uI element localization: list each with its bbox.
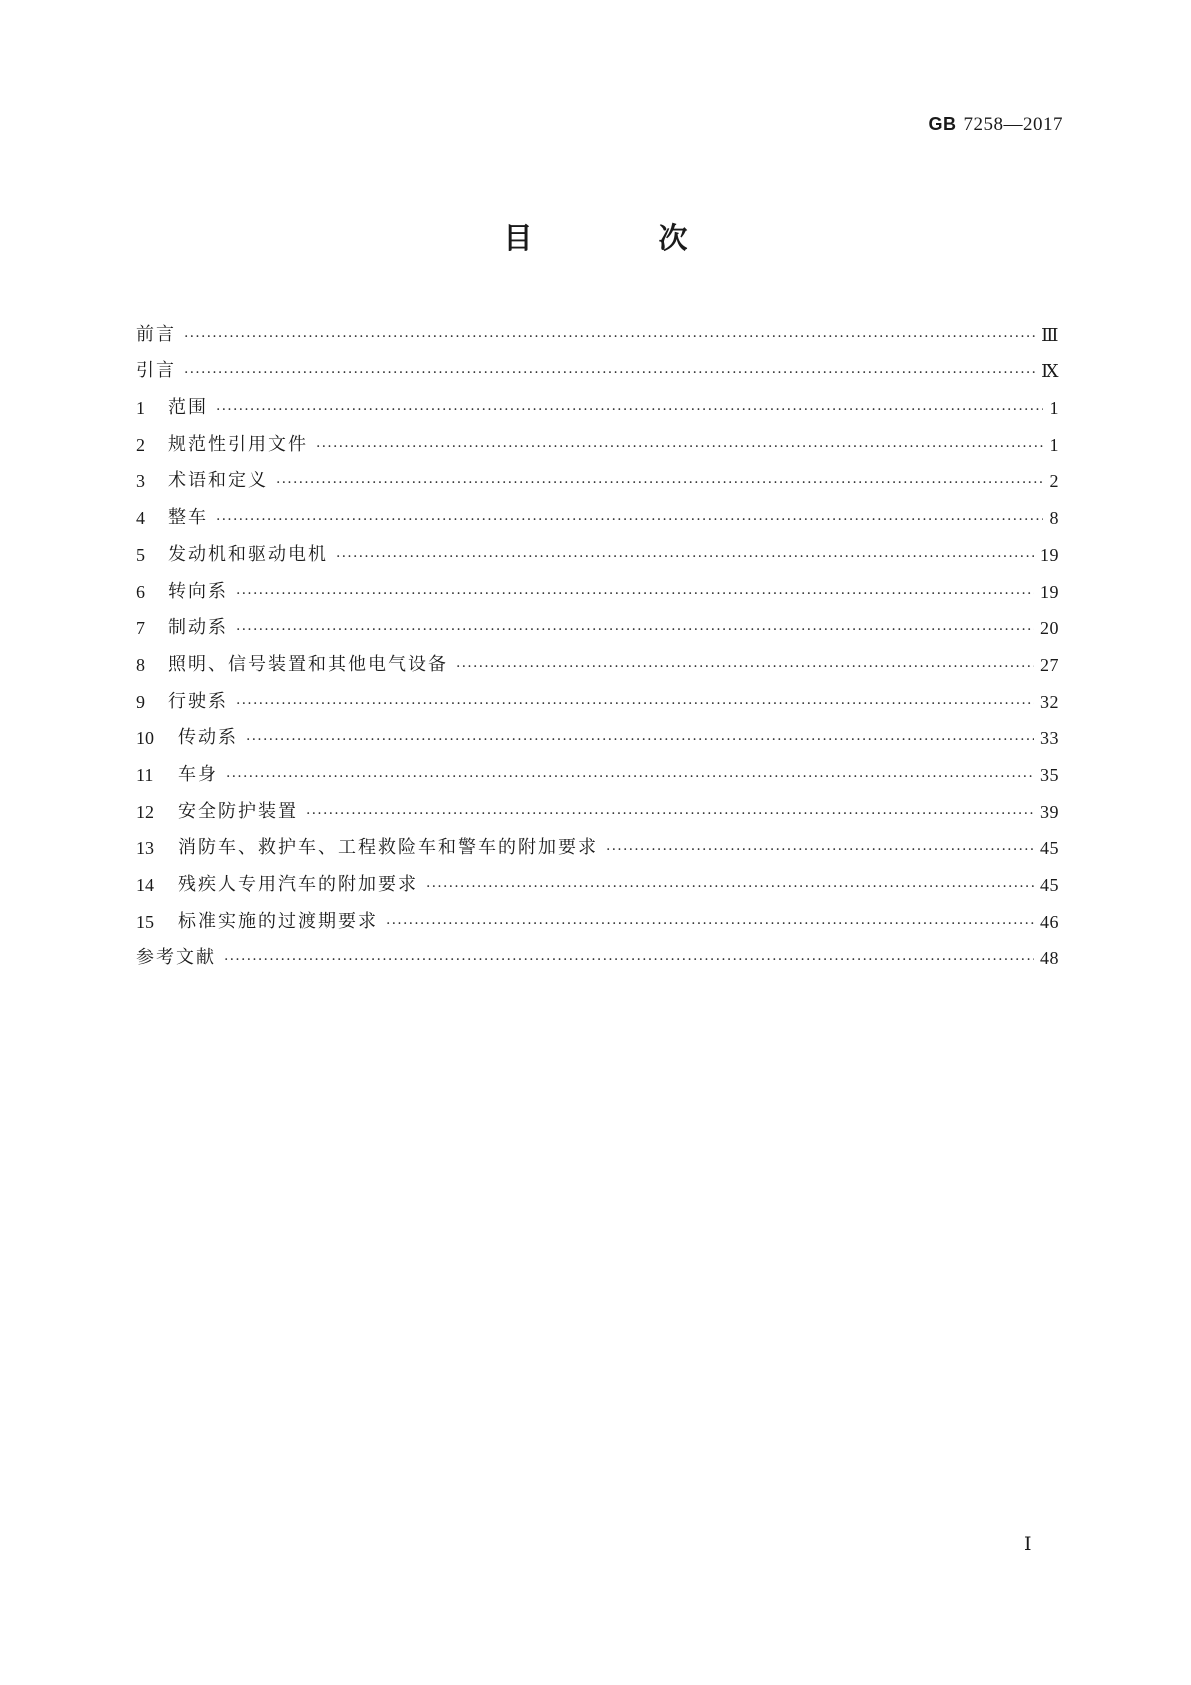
- toc-entry-page: 45: [1040, 838, 1059, 859]
- toc-entry-page: 45: [1040, 875, 1059, 895]
- dot-leader: [236, 693, 1034, 715]
- toc-entry-14[interactable]: [136, 861, 1059, 898]
- toc-entry-page: 27: [1040, 654, 1059, 675]
- toc-entry-number: 15: [136, 911, 154, 932]
- toc-entry-number: 4: [136, 508, 145, 529]
- toc-entry-label: 转向系: [168, 580, 228, 602]
- toc-entry-label: 整车: [168, 507, 208, 529]
- table-of-contents: [136, 311, 1059, 971]
- toc-entry-number: 14: [136, 875, 154, 895]
- toc-entry-label: 参考文献: [136, 947, 216, 969]
- toc-entry-number: 13: [136, 838, 154, 859]
- toc-entry-number: 6: [136, 581, 145, 602]
- toc-entry-page: 19: [1040, 581, 1059, 602]
- dot-leader: [236, 619, 1034, 641]
- toc-entry-8[interactable]: [136, 641, 1059, 678]
- dot-leader: [184, 362, 1035, 384]
- toc-entry-label: 标准实施的过渡期要求: [178, 910, 378, 932]
- toc-entry-number: 12: [136, 801, 154, 822]
- dot-leader: [606, 839, 1034, 861]
- toc-entry-label: 制动系: [168, 617, 228, 639]
- toc-entry-page: 1: [1049, 398, 1059, 419]
- toc-entry-page: 39: [1040, 801, 1059, 822]
- toc-entry-3[interactable]: [136, 458, 1059, 495]
- toc-entry-label: 前言: [136, 323, 176, 345]
- page-number: Ⅰ: [1024, 1534, 1032, 1555]
- toc-entry-page: 46: [1040, 911, 1059, 932]
- toc-entry-page: Ⅲ: [1041, 324, 1059, 345]
- toc-entry-label: 范围: [168, 397, 208, 419]
- toc-entry-label: 残疾人专用汽车的附加要求: [178, 874, 418, 895]
- toc-entry-page: 8: [1049, 508, 1059, 529]
- toc-entry-label: 安全防护装置: [178, 800, 298, 822]
- standard-prefix: GB: [928, 114, 957, 134]
- toc-entry-2[interactable]: [136, 421, 1059, 458]
- toc-entry-label: 传动系: [178, 727, 238, 749]
- toc-entry-page: 1: [1049, 434, 1059, 455]
- toc-entry-label: 照明、信号装置和其他电气设备: [168, 653, 448, 675]
- toc-entry-page: 35: [1040, 764, 1059, 785]
- dot-leader: [316, 436, 1043, 458]
- toc-entry-number: 9: [136, 691, 145, 712]
- toc-entry-9[interactable]: [136, 678, 1059, 715]
- toc-entry-number: 3: [136, 471, 145, 492]
- toc-entry-label: 发动机和驱动电机: [168, 543, 328, 565]
- toc-entry-number: 7: [136, 618, 145, 639]
- toc-entry-label: 规范性引用文件: [168, 433, 308, 455]
- toc-entry-label: 术语和定义: [168, 470, 268, 492]
- dot-leader: [336, 546, 1034, 568]
- page-title: 目 次: [503, 221, 746, 255]
- toc-entry-page: 48: [1040, 948, 1059, 969]
- toc-entry-label: 行驶系: [168, 690, 228, 712]
- dot-leader: [276, 472, 1043, 494]
- toc-entry-5[interactable]: [136, 531, 1059, 568]
- toc-entry-label: 车身: [178, 763, 218, 785]
- toc-entry-number: 11: [136, 764, 154, 785]
- toc-entry-7[interactable]: [136, 605, 1059, 642]
- toc-entry-1[interactable]: [136, 384, 1059, 421]
- toc-entry-preface[interactable]: [136, 311, 1059, 348]
- standard-number: 7258—2017: [963, 114, 1063, 135]
- dot-leader: [224, 949, 1034, 971]
- toc-entry-number: 10: [136, 728, 154, 749]
- dot-leader: [386, 913, 1034, 935]
- toc-entry-number: 2: [136, 434, 145, 455]
- dot-leader: [246, 729, 1034, 751]
- toc-entry-4[interactable]: [136, 494, 1059, 531]
- toc-entry-number: 5: [136, 544, 145, 565]
- toc-entry-page: 2: [1049, 471, 1059, 492]
- toc-entry-label: 引言: [136, 360, 176, 382]
- dot-leader: [426, 876, 1034, 898]
- toc-entry-page: 33: [1040, 728, 1059, 749]
- toc-entry-page: 32: [1040, 691, 1059, 712]
- toc-entry-bibliography[interactable]: [136, 935, 1059, 972]
- toc-entry-6[interactable]: [136, 568, 1059, 605]
- toc-entry-12[interactable]: [136, 788, 1059, 825]
- toc-entry-11[interactable]: [136, 751, 1059, 788]
- toc-entry-10[interactable]: [136, 715, 1059, 752]
- dot-leader: [184, 326, 1035, 348]
- dot-leader: [456, 656, 1034, 678]
- toc-entry-page: 20: [1040, 618, 1059, 639]
- dot-leader: [216, 509, 1043, 531]
- toc-entry-number: 8: [136, 654, 145, 675]
- dot-leader: [236, 583, 1034, 605]
- toc-entry-page: 19: [1040, 544, 1059, 565]
- toc-entry-label: 消防车、救护车、工程救险车和警车的附加要求: [178, 837, 598, 859]
- toc-entry-15[interactable]: [136, 898, 1059, 935]
- toc-entry-13[interactable]: [136, 825, 1059, 862]
- toc-entry-number: 1: [136, 398, 145, 419]
- toc-entry-introduction[interactable]: [136, 348, 1059, 385]
- dot-leader: [216, 399, 1043, 421]
- standard-code: [929, 114, 1064, 136]
- dot-leader: [226, 766, 1034, 788]
- dot-leader: [306, 803, 1034, 825]
- toc-entry-page: Ⅸ: [1041, 361, 1059, 382]
